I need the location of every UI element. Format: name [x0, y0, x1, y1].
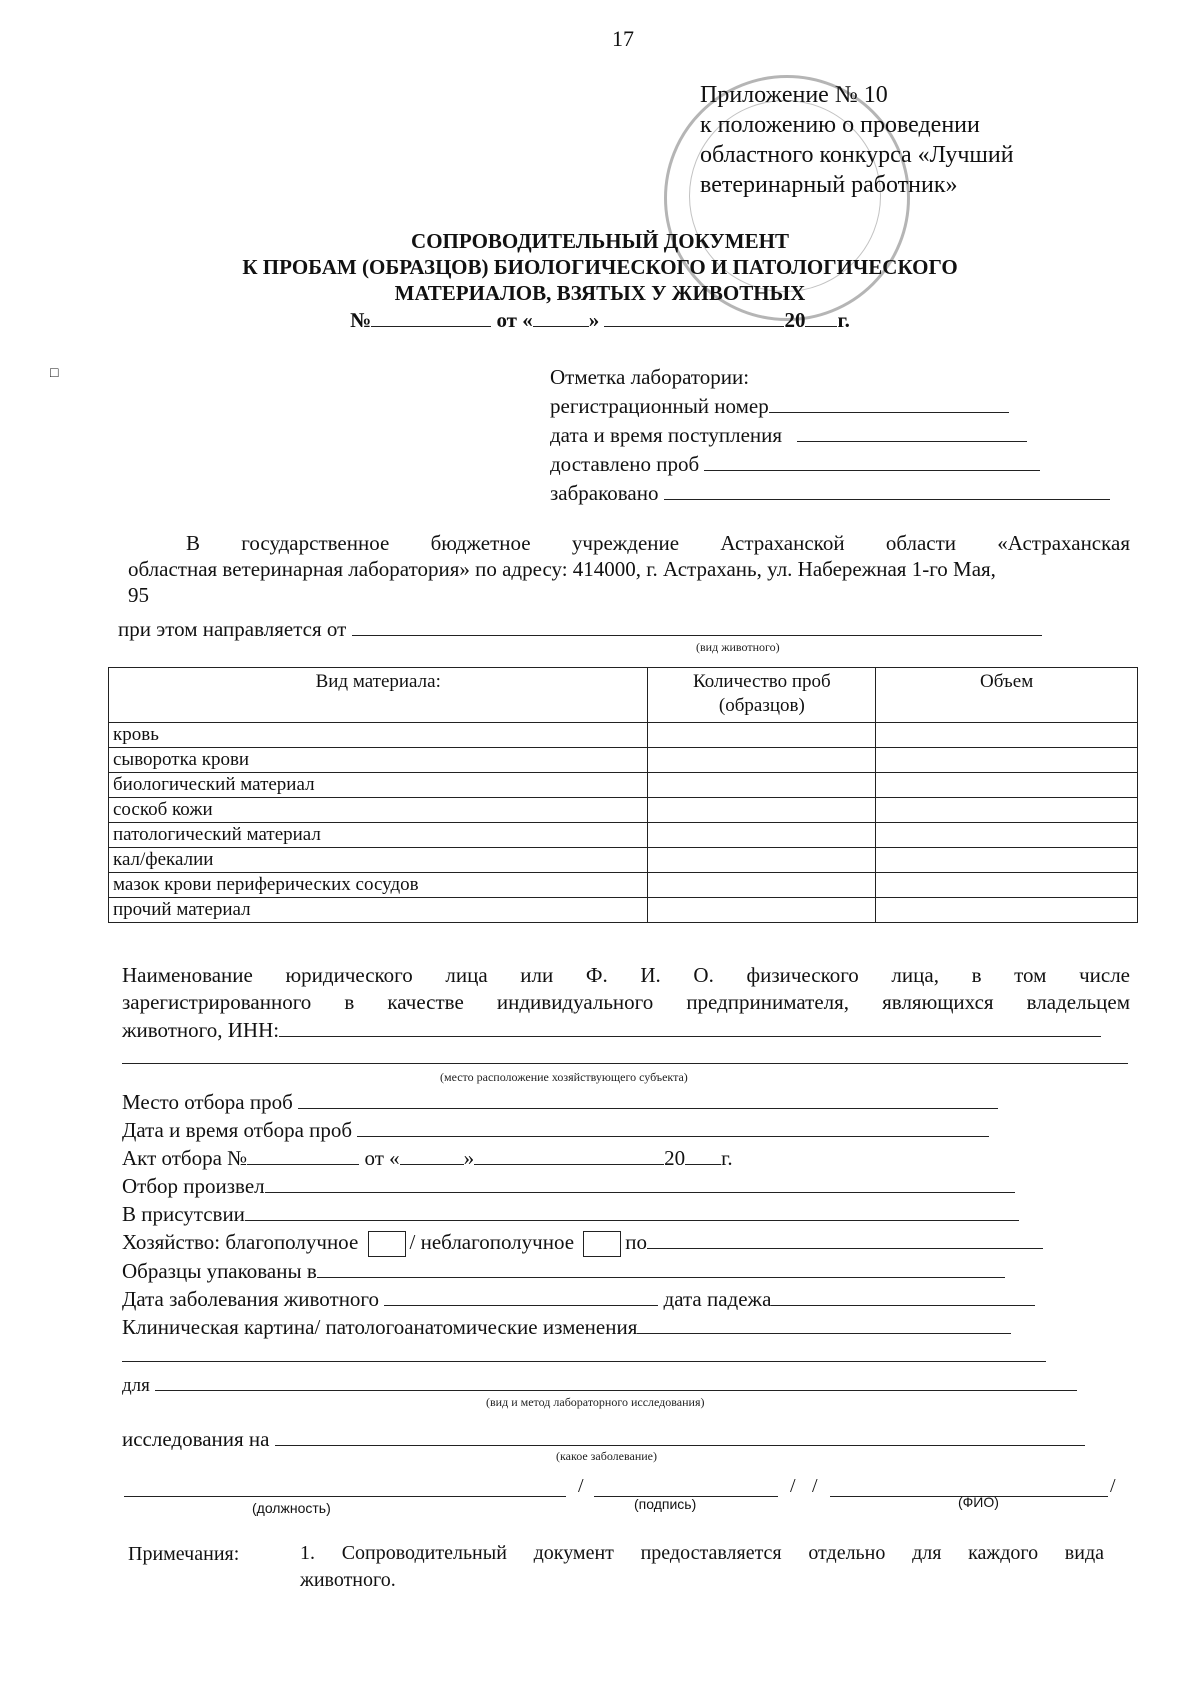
sampling-place-field[interactable]	[298, 1088, 998, 1109]
animal-type-field[interactable]	[352, 615, 1042, 636]
owner-inn-field[interactable]	[279, 1016, 1101, 1037]
separator: /	[1110, 1475, 1116, 1497]
lab-heading: Отметка лаборатории:	[550, 365, 750, 389]
lab-mark-block: Отметка лаборатории: регистрационный номер дата и время поступления доставлено проб забраковано	[550, 363, 1110, 508]
sent-from-line: при этом направляется от	[118, 615, 1042, 642]
packed-in-field[interactable]	[317, 1257, 1005, 1278]
farm-by-field[interactable]	[647, 1228, 1043, 1249]
research-method-field[interactable]	[155, 1370, 1077, 1391]
location-caption: (место расположение хозяйствующего субъекта)	[440, 1070, 688, 1084]
clinical-picture-field[interactable]	[637, 1313, 1011, 1334]
fio-caption: (ФИО)	[958, 1494, 999, 1510]
delivered-field[interactable]	[704, 450, 1040, 471]
presence-field[interactable]	[245, 1200, 1019, 1221]
title-line: МАТЕРИАЛОВ, ВЗЯТЫХ У ЖИВОТНЫХ	[394, 281, 806, 305]
intro-paragraph: В государственное бюджетное учреждение Астраханской области «Астраханская областная ветеринарная лаборатория» по адресу: 414000, г. Астрахань, ул. Набережная 1-го Мая, 95	[128, 531, 1130, 607]
position-field[interactable]	[124, 1496, 566, 1497]
table-row: мазок крови периферических сосудов	[109, 873, 1138, 898]
table-row: прочий материал	[109, 898, 1138, 923]
separator: /	[812, 1475, 818, 1497]
separator: /	[790, 1475, 796, 1497]
disease-caption: (какое заболевание)	[556, 1449, 657, 1463]
appendix-block	[700, 80, 1014, 200]
table-row: кровь	[109, 723, 1138, 748]
title-number-line: № от « » 20 г.	[350, 308, 850, 332]
disease-field[interactable]	[275, 1425, 1085, 1446]
reg-number-field[interactable]	[769, 392, 1009, 413]
location-field[interactable]	[122, 1063, 1128, 1064]
rejected-field[interactable]	[664, 479, 1110, 500]
materials-table	[108, 667, 1138, 923]
sampling-datetime-field[interactable]	[357, 1116, 989, 1137]
table-row: кал/фекалии	[109, 848, 1138, 873]
disease-date-field[interactable]	[384, 1285, 658, 1306]
notes-item: 1. Сопроводительный документ предоставляется отдельно для каждого вида животного.	[300, 1542, 1104, 1591]
table-header: Количество проб (образцов)	[648, 668, 876, 723]
table-row: патологический материал	[109, 823, 1138, 848]
research-line: исследования на	[122, 1425, 1085, 1452]
sampling-fields: Место отбора проб Дата и время отбора проб Акт отбора № от « » 20 г. Отбор произвел В присутсвии Хозяйство: благополучное / неблагополучное по Образцы упакованы в Дата заболевания животного дата падежа Клиническая картина/ патологоанатомические изменения	[122, 1088, 1043, 1341]
page-number: 17	[612, 26, 634, 51]
table-row: соскоб кожи	[109, 798, 1138, 823]
appendix-line: к положению о проведении	[700, 112, 980, 138]
unfavorable-checkbox[interactable]	[583, 1231, 621, 1257]
table-row: биологический материал	[109, 773, 1138, 798]
separator: /	[578, 1475, 584, 1497]
owner-paragraph: Наименование юридического лица или Ф. И. О. физического лица, в том числе зарегистрированного в качестве индивидуального предпринимателя, являющихся владельцем животного, ИНН:	[122, 963, 1130, 1042]
method-caption: (вид и метод лабораторного исследования)	[486, 1395, 705, 1409]
for-line: для	[122, 1370, 1077, 1397]
appendix-line: Приложение № 10	[700, 82, 888, 108]
animal-type-caption: (вид животного)	[696, 640, 780, 654]
title-line: К ПРОБАМ (ОБРАЗЦОВ) БИОЛОГИЧЕСКОГО И ПАТОЛОГИЧЕСКОГО	[242, 255, 958, 279]
appendix-line: областного конкурса «Лучший	[700, 142, 1014, 168]
arrival-datetime-field[interactable]	[797, 421, 1027, 442]
favorable-checkbox[interactable]	[368, 1231, 406, 1257]
margin-marker: □	[50, 366, 59, 381]
title-line: СОПРОВОДИТЕЛЬНЫЙ ДОКУМЕНТ	[411, 229, 789, 253]
appendix-line: ветеринарный работник»	[700, 172, 958, 198]
table-row: сыворотка крови	[109, 748, 1138, 773]
document-title	[0, 228, 1200, 333]
clinical-continued-field[interactable]	[122, 1361, 1046, 1362]
performed-by-field[interactable]	[265, 1172, 1015, 1193]
table-header: Вид материала:	[109, 668, 648, 723]
signature-caption: (подпись)	[634, 1496, 697, 1512]
table-header: Объем	[876, 668, 1138, 723]
act-number-field[interactable]	[247, 1144, 359, 1165]
notes-label: Примечания:	[128, 1543, 240, 1565]
position-caption: (должность)	[252, 1500, 331, 1516]
death-date-field[interactable]	[771, 1285, 1035, 1306]
